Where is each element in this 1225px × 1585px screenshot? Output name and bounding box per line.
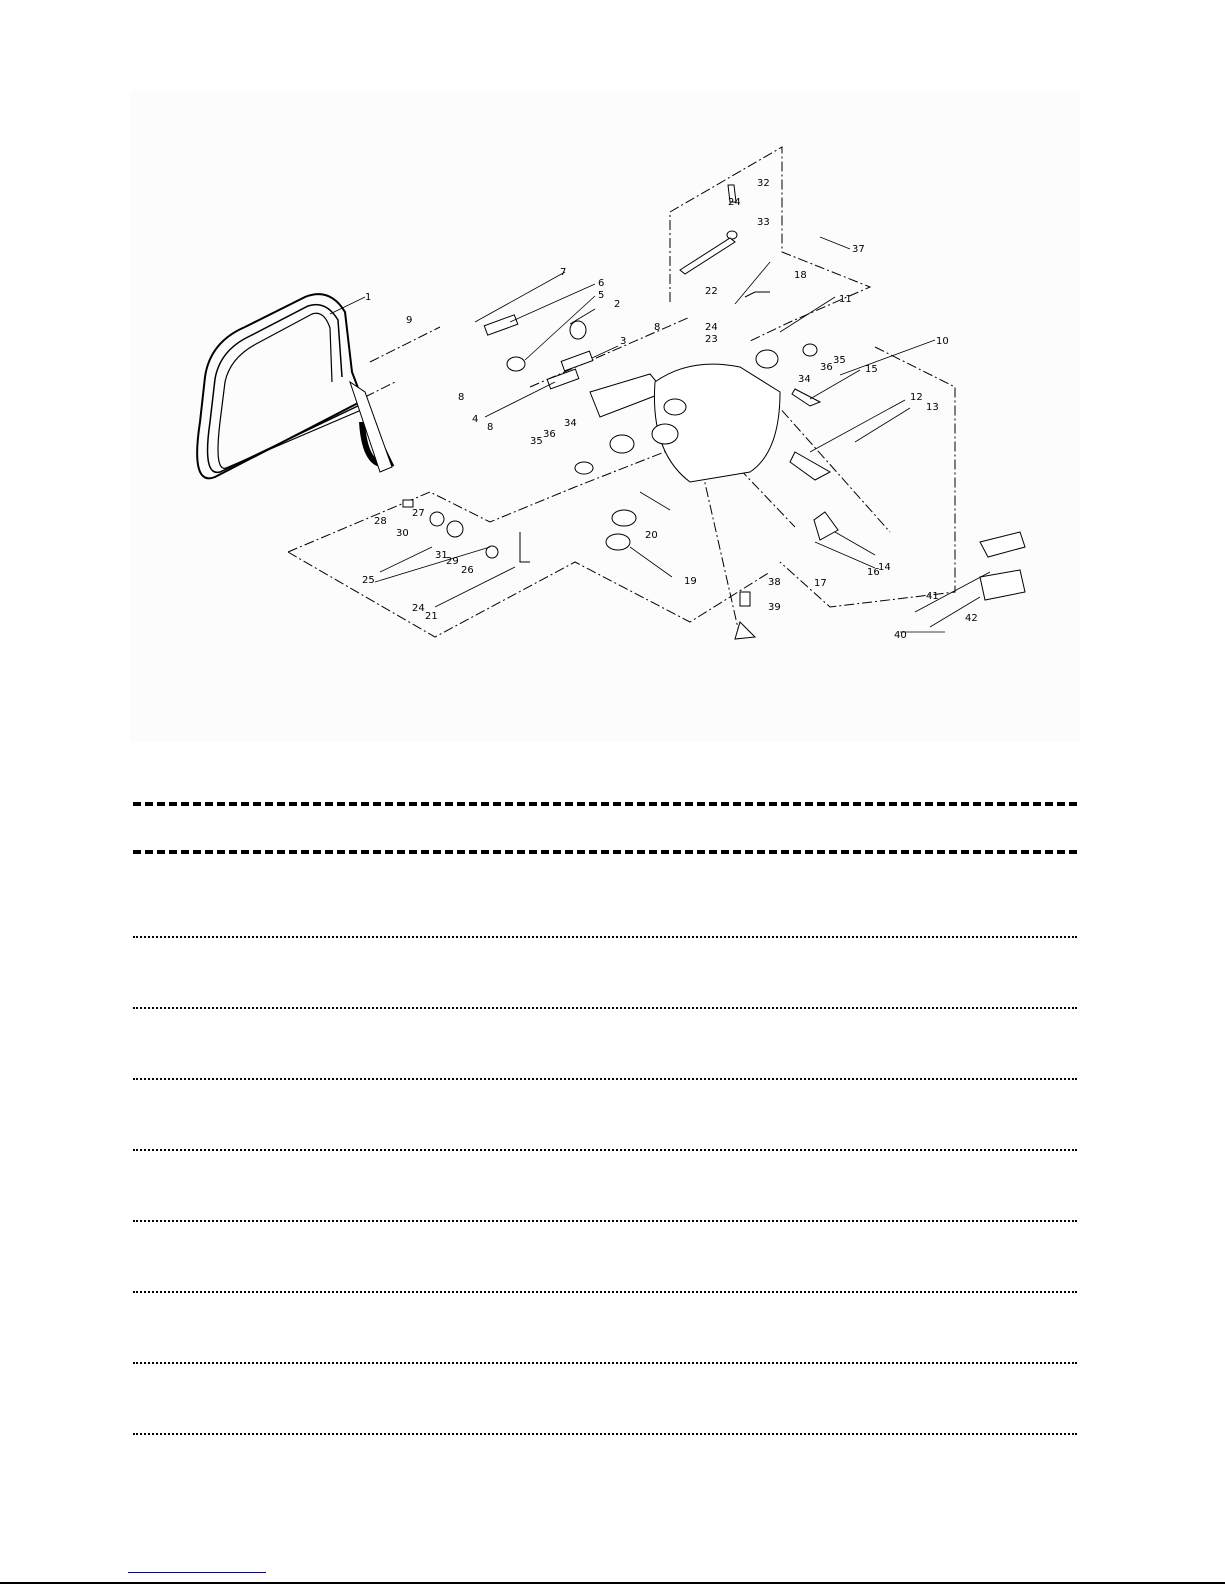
callout-28: 28	[374, 516, 387, 527]
callout-23: 23	[705, 334, 718, 345]
callout-18: 18	[794, 270, 807, 281]
clip-part-28	[403, 500, 413, 507]
grommet-part-33	[727, 231, 737, 239]
callout-24-c: 24	[412, 603, 425, 614]
filter-part-31	[447, 521, 463, 537]
callout-21: 21	[425, 611, 438, 622]
table-row-rule	[133, 1291, 1077, 1293]
callout-2: 2	[614, 299, 621, 310]
callout-40: 40	[894, 630, 907, 641]
callout-1: 1	[365, 292, 372, 303]
callout-8-c: 8	[458, 392, 465, 403]
callout-34-b: 34	[798, 374, 811, 385]
callout-31: 31	[435, 550, 448, 561]
callout-14: 14	[878, 562, 891, 573]
callout-34-a: 34	[564, 418, 577, 429]
callout-17: 17	[814, 578, 827, 589]
callout-12: 12	[910, 392, 923, 403]
callout-11: 11	[839, 294, 852, 305]
callout-16: 16	[867, 567, 880, 578]
callout-20: 20	[645, 530, 658, 541]
table-row-rule	[133, 1149, 1077, 1151]
callout-22: 22	[705, 286, 718, 297]
callout-38: 38	[768, 577, 781, 588]
callout-19: 19	[684, 576, 697, 587]
buffer-part-34-left	[610, 435, 634, 453]
callout-24-a: 24	[728, 197, 741, 208]
callout-29: 29	[446, 556, 459, 567]
callout-4: 4	[472, 414, 479, 425]
table-row-rule	[133, 1362, 1077, 1364]
diagram-background	[130, 92, 1080, 742]
ring-part-27	[430, 512, 444, 526]
cap-part-35-right	[803, 344, 817, 356]
bushing-part-2	[570, 321, 586, 339]
callout-30: 30	[396, 528, 409, 539]
table-row-rule	[133, 1433, 1077, 1435]
callout-26: 26	[461, 565, 474, 576]
housing-port-lower	[652, 424, 678, 444]
page-bottom-rule	[0, 1582, 1225, 1584]
callout-33: 33	[757, 217, 770, 228]
callout-39: 39	[768, 602, 781, 613]
callout-35-b: 35	[833, 355, 846, 366]
table-header-top-rule	[133, 802, 1077, 806]
table-header-bottom-rule	[133, 850, 1077, 854]
table-row-rule	[133, 1007, 1077, 1009]
callout-42: 42	[965, 613, 978, 624]
housing-port-upper	[664, 399, 686, 415]
callout-9: 9	[406, 315, 413, 326]
callout-25: 25	[362, 575, 375, 586]
footer-link-underline	[128, 1572, 266, 1573]
callout-27: 27	[412, 508, 425, 519]
parts-drawing	[130, 92, 1080, 742]
cap-part-20	[612, 510, 636, 526]
table-row-rule	[133, 1220, 1077, 1222]
callout-41: 41	[926, 591, 939, 602]
bushing-part-5	[507, 357, 525, 371]
cap-part-35-left	[575, 462, 593, 474]
cap-part-19	[606, 534, 630, 550]
callout-3: 3	[620, 336, 627, 347]
callout-15: 15	[865, 364, 878, 375]
callout-10: 10	[936, 336, 949, 347]
callout-32: 32	[757, 178, 770, 189]
callout-5: 5	[598, 290, 605, 301]
table-row-rule	[133, 936, 1077, 938]
exploded-parts-diagram	[130, 92, 1080, 742]
buffer-part-34-right	[756, 350, 778, 368]
callout-35-a: 35	[530, 436, 543, 447]
callout-6: 6	[598, 278, 605, 289]
table-row-rule	[133, 1078, 1077, 1080]
callout-13: 13	[926, 402, 939, 413]
callout-36-b: 36	[820, 362, 833, 373]
callout-7: 7	[560, 267, 567, 278]
label-part-38	[740, 592, 750, 606]
callout-24-b: 24	[705, 322, 718, 333]
callout-37: 37	[852, 244, 865, 255]
callout-8-a: 8	[654, 322, 661, 333]
callout-36-a: 36	[543, 429, 556, 440]
callout-8-b: 8	[487, 422, 494, 433]
